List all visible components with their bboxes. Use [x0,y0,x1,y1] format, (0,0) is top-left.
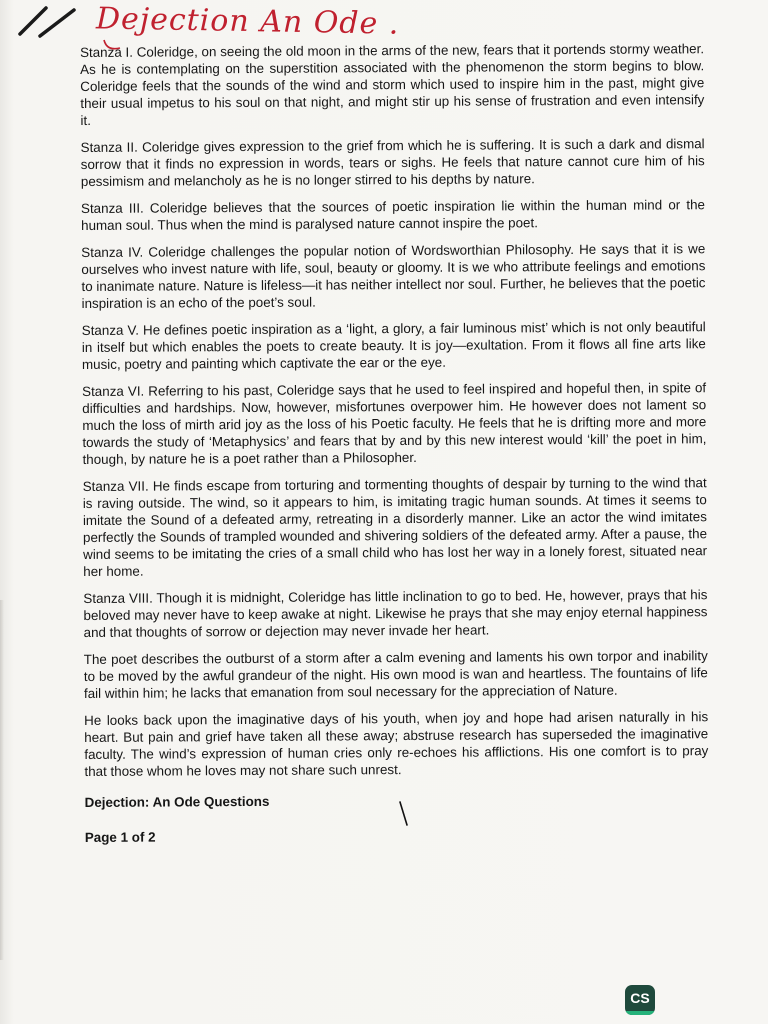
paragraph-stanza-6: Stanza VI. Referring to his past, Coleridge says that he used to feel inspired and hopeful then, in spite of difficulties and hardships. Now, however, misfortunes overpower him. He however does not lament so much the loss of mirth arid joy as the loss of his Poetic faculty. He feels that he is drifting more and more towards the study of ‘Metaphysics’ and fears that by and by this new interest would ‘kill’ the poet in him, though, by nature he is a poet rather than a Philosopher. [82,380,707,467]
page-heading: Dejection An Ode . [95,1,400,42]
paragraph-stanza-1: Stanza I. Coleridge, on seeing the old moon in the arms of the new, fears that it portends stormy weather. As he is contemplating on the superstition associated with the phenomenon the storm begins to blow. Coleridge feels that the sounds of the wind and storm which used to inspire him in the past, might give their usual impetus to his soul on that night, and might stir up his sense of frustration and even intensify it. [80,41,705,128]
questions-heading: Dejection: An Ode Questions [84,793,270,810]
paragraph-stanza-8: Stanza VIII. Though it is midnight, Coleridge has little inclination to go to bed. He, however, prays that his beloved may never have to keep awake at night. Likewise he prays that she may enjoy eternal happiness and that thoughts of sorrow or dejection may never invade her heart. [83,587,708,640]
badge-stripe [625,1011,655,1015]
double-slash-mark [16,4,78,38]
document-body [80,40,709,856]
page-number: Page 1 of 2 [84,829,156,845]
paragraph-stanza-2: Stanza II. Coleridge gives expression to the grief from which he is suffering. It is such a dark and dismal sorrow that it finds no expression in words, tears or sighs. He feels that nature cannot cure him of his pessimism and melancholy as he is no longer stirred to his depths by nature. [80,136,705,189]
camscanner-logo-icon [625,985,655,1015]
pen-tick-mark [398,800,410,828]
paragraph-stanza-3: Stanza III. Coleridge believes that the sources of poetic inspiration lie within the human mind or the human soul. Thus when the mind is paralysed nature cannot inspire the poet. [80,197,706,233]
paragraph-stanza-5: Stanza V. He defines poetic inspiration as a ‘light, a glory, a fair luminous mist’ which is not only beautiful in itself but which enables the poets to create beauty. It is joy—exultation. From it flows all fine arts like music, poetry and painting which captivate the ear or the eye. [81,319,706,372]
paragraph-summary-1: The poet describes the outburst of a storm after a calm evening and laments his own torpor and inability to be moved by the awful grandeur of the night. His own mood is wan and heartless. The fountains of life fail within him; he lacks that emanation from soul necessary for the appreciation of Nature. [83,648,708,701]
paragraph-summary-2: He looks back upon the imaginative days of his youth, when joy and hope had arisen naturally in his heart. But pain and grief have taken all these away; abstruse research has superseded the imaginative faculty. The wind’s expression of human cries only re-echoes his afflictions. His one comfort is to pray that those whom he loves may not share such unrest. [84,709,709,779]
paragraph-stanza-7: Stanza VII. He finds escape from torturing and tormenting thoughts of despair by turning to the wind that is raving outside. The wind, so it appears to him, is imitating tragic human sounds. At times it seems to imitate the Sound of a defeated army, retreating in a disorderly manner. Like an actor the wind imitates perfectly the Sounds of trampled wounded and shivering soldiers of the defeated army. After a pause, the wind seems to be imitating the cries of a small child who has lost her way in a lonely forest, situated near her home. [82,475,708,579]
paragraph-stanza-4: Stanza IV. Coleridge challenges the popular notion of Wordsworthian Philosophy. He says that it is we ourselves who invest nature with life, soul, beauty or gloomy. It is we who attribute feelings and emotions to inanimate nature. Nature is lifeless—it has neither intellect nor soul. Further, he believes that the poetic inspiration is an echo of the poet’s soul. [81,241,706,311]
badge-text: CS [630,990,650,1006]
page-edge-shadow [0,600,4,960]
